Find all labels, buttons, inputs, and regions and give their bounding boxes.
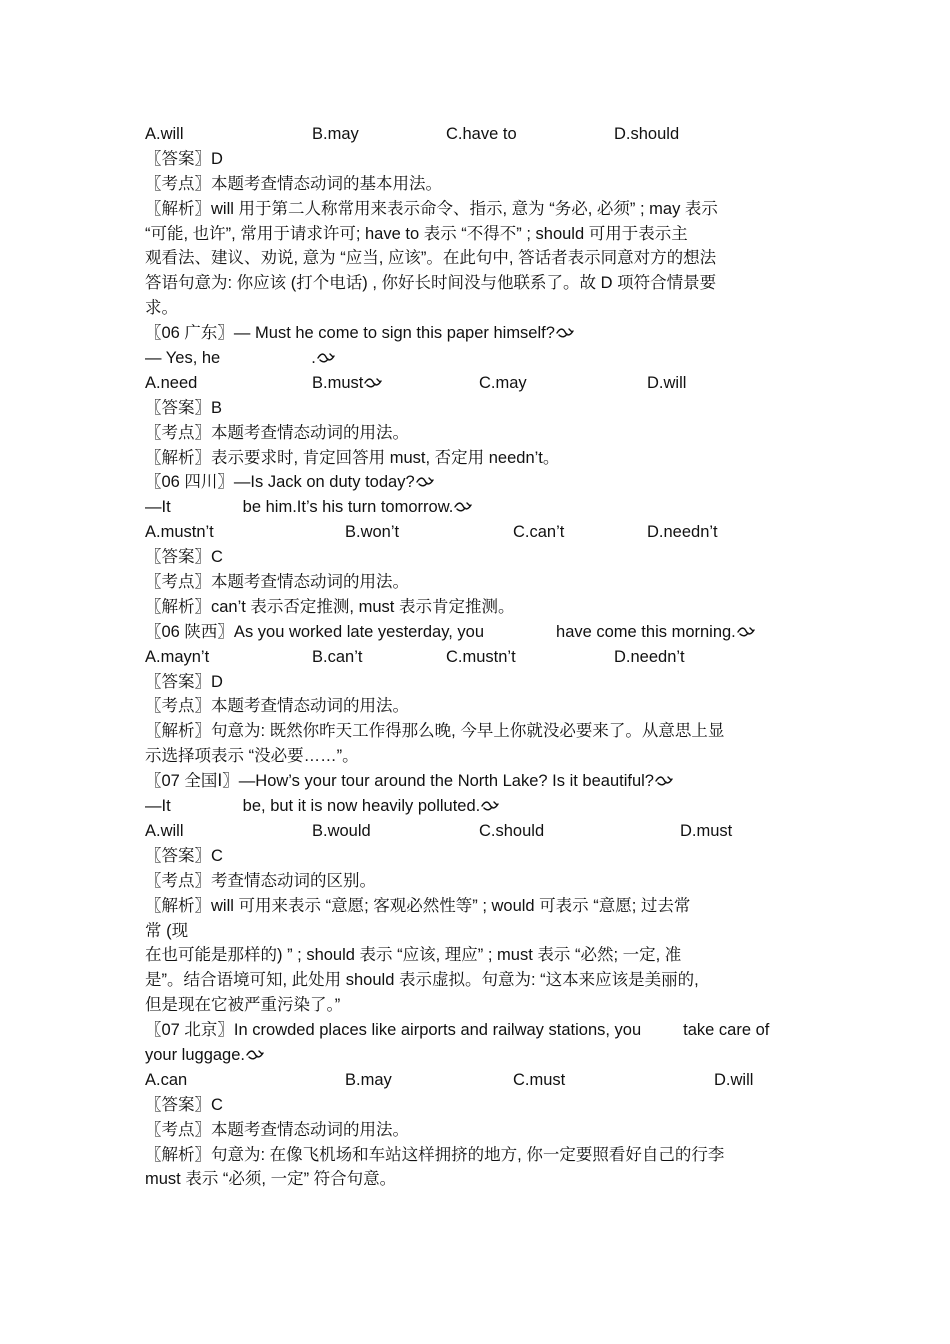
q6-stem-line [145,1018,810,1043]
q2-option-d: D.will [647,373,687,392]
q3-stem: 〖06 四川〗—Is Jack on duty today? [145,473,415,492]
q5-analysis-line-5: 但是现在它被严重污染了。” [145,996,341,1015]
q5-options [145,819,810,844]
q5-point: 〖考点〗考查情态动词的区别。 [145,871,376,890]
q5-option-a: A.will [145,821,184,840]
q3-option-d: D.needn’t [647,523,718,542]
q4-options [145,645,810,670]
q1-option-c: C.have to [446,125,517,143]
q5-answer: 〖答案〗C [145,846,223,865]
q3-answer: 〖答案〗C [145,548,223,567]
q4-analysis-line-1: 〖解析〗句意为: 既然你昨天工作得那么晚, 今早上你就没必要来了。从意思上显 [145,722,725,741]
q1-point: 〖考点〗本题考查情态动词的基本用法。 [145,174,442,193]
document-page [145,122,810,1192]
q5-option-b: B.would [312,821,371,840]
paragraph-mark-icon [556,327,574,339]
q3-options [145,520,810,545]
q2-reply-start: — Yes, he [145,349,221,368]
q5-analysis-line-2: 常 (现 [145,921,189,940]
q4-stem-line [145,620,810,645]
q2-analysis: 〖解析〗表示要求时, 肯定回答用 must, 否定用 needn’t。 [145,448,560,467]
q2-options [145,371,810,396]
q2-option-b-label: B.must [312,373,364,392]
q6-option-c: C.must [513,1070,566,1089]
q6-stem-cont: your luggage. [145,1045,245,1064]
paragraph-mark-icon [737,626,755,638]
q3-reply-start: —It [145,498,171,517]
q5-reply-line [145,794,810,819]
q6-answer: 〖答案〗C [145,1095,223,1114]
paragraph-mark-icon [481,800,499,812]
q6-options [145,1068,810,1093]
q3-reply-line [145,495,810,520]
q6-analysis-line-2: must 表示 “必须, 一定” 符合句意。 [145,1170,397,1189]
paragraph-mark-icon [246,1049,264,1061]
q5-stem-line [145,769,810,794]
q5-option-d: D.must [680,821,733,840]
q6-stem-end: take care of [683,1021,770,1040]
q2-option-b [312,371,382,396]
q6-point: 〖考点〗本题考查情态动词的用法。 [145,1120,409,1139]
q5-option-c: C.should [479,821,545,840]
paragraph-mark-icon [416,476,434,488]
q4-option-d: D.needn’t [614,647,685,666]
q2-reply-end: . [311,349,316,368]
paragraph-mark-icon [454,501,472,513]
q1-option-a: A.will [145,125,184,143]
q2-answer: 〖答案〗B [145,398,223,417]
q1-options [145,122,810,147]
q5-stem: 〖07 全国Ⅰ〗—How’s your tour around the North Lake? Is it beautiful? [145,772,654,791]
q4-analysis-line-2: 示选择项表示 “没必要……”。 [145,747,359,766]
q2-reply-line [145,346,810,371]
q5-reply-end: be, but it is now heavily polluted. [242,797,481,816]
q4-stem-end: have come this morning. [556,622,736,641]
q3-reply-end: be him.It’s his turn tomorrow. [242,498,454,517]
q3-point: 〖考点〗本题考查情态动词的用法。 [145,573,409,592]
q4-option-c: C.mustn’t [446,647,516,666]
q1-analysis-line-5: 求。 [145,299,178,318]
q3-stem-line [145,470,810,495]
q4-answer: 〖答案〗D [145,672,223,691]
q1-analysis-line-4: 答语句意为: 你应该 (打个电话) , 你好长时间没与他联系了。故 D 项符合情景要 [145,274,717,293]
q6-option-a: A.can [145,1070,188,1089]
q4-option-a: A.mayn’t [145,647,210,666]
q5-analysis-line-1: 〖解析〗will 可用来表示 “意愿; 客观必然性等” ; would 可表示 “意愿; 过去常 [145,896,691,915]
q2-option-a: A.need [145,373,198,392]
paragraph-mark-icon [317,352,335,364]
q6-stem-line-2 [145,1043,810,1068]
q3-option-c: C.can’t [513,523,565,542]
paragraph-mark-icon [364,377,382,389]
q3-analysis: 〖解析〗can’t 表示否定推测, must 表示肯定推测。 [145,597,515,616]
q1-analysis-line-2: “可能, 也许”, 常用于请求许可; have to 表示 “不得不” ; should 可用于表示主 [145,224,688,243]
q4-option-b: B.can’t [312,647,363,666]
q4-stem-start: 〖06 陕西〗As you worked late yesterday, you [145,622,485,641]
q1-analysis-line-3: 观看法、建议、劝说, 意为 “应当, 应该”。在此句中, 答话者表示同意对方的想法 [145,249,717,268]
q2-stem-line [145,321,810,346]
q6-stem-start: 〖07 北京〗In crowded places like airports and railway stations, you [145,1021,642,1040]
q6-analysis-line-1: 〖解析〗句意为: 在像飞机场和车站这样拥挤的地方, 你一定要照看好自己的行李 [145,1145,725,1164]
q3-option-a: A.mustn’t [145,523,214,542]
q1-answer: 〖答案〗D [145,149,223,168]
q5-reply-start: —It [145,797,171,816]
q2-point: 〖考点〗本题考查情态动词的用法。 [145,423,409,442]
q1-analysis-line-1: 〖解析〗will 用于第二人称常用来表示命令、指示, 意为 “务必, 必须” ; may 表示 [145,199,718,218]
q2-option-c: C.may [479,373,527,392]
q2-stem: 〖06 广东〗— Must he come to sign this paper himself? [145,324,555,343]
q1-option-d: D.should [614,125,680,143]
q1-option-b: B.may [312,125,359,143]
q4-point: 〖考点〗本题考查情态动词的用法。 [145,697,409,716]
q6-option-b: B.may [345,1070,392,1089]
q5-analysis-line-4: 是”。结合语境可知, 此处用 should 表示虚拟。句意为: “这本来应该是美丽的, [145,971,699,990]
q5-analysis-line-3: 在也可能是那样的) ” ; should 表示 “应该, 理应” ; must 表示 “必然; 一定, 准 [145,946,682,965]
paragraph-mark-icon [655,775,673,787]
q6-option-d: D.will [714,1070,754,1089]
q3-option-b: B.won’t [345,523,400,542]
